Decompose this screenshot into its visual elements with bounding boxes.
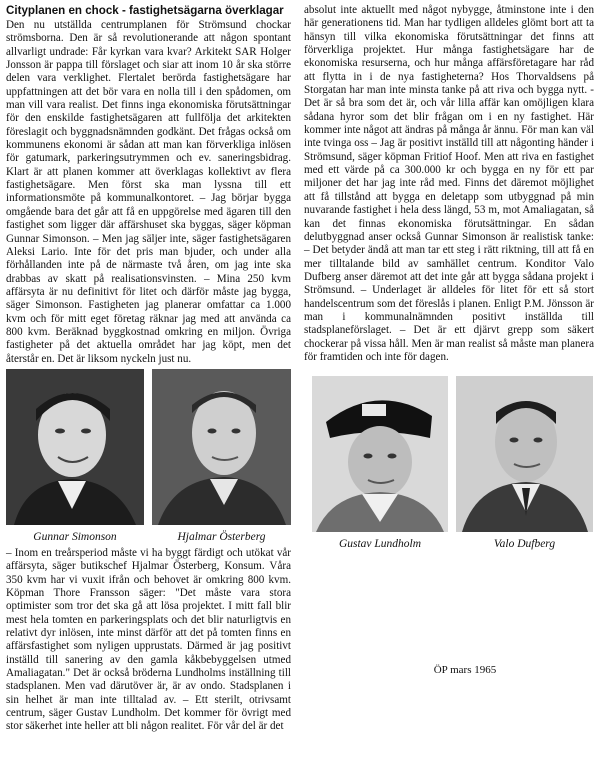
photo-gunnar-simonson [6, 369, 144, 525]
caption-valo-dufberg: Valo Dufberg [493, 538, 556, 551]
left-photo-row [6, 369, 291, 565]
left-column [6, 4, 291, 734]
photo-hjalmar-osterberg [152, 369, 291, 525]
caption-hjalmar-osterberg: Hjalmar Österberg [177, 530, 266, 543]
right-photo-row [304, 376, 594, 572]
article-title: Cityplanen en chock - fastighetsägarna överklagar [6, 4, 284, 17]
photo-gustav-lundholm [312, 376, 448, 532]
article-text-right: absolut inte aktuellt med något nybygge, åtminstone inte i den här generationens tid. Man har tydligen alldeles glömt bort att ta hänsyn till vilka ekonomiska förutsättningar det finns att förverkliga projektet. Hur många fastighetsägare har de ekonomiska resurserna, och hur många affärsföretagare har råd att flytta in i de nya fastigheterna? Hos Thorvaldsens på Storgatan har man inte minsta tanke på att riva och bygga nytt. - Det är så bra som det är, och vår lilla affär kan omöjligen klara sådana hyror som det blir frågan om i en ny fastighet. Här kommer inte något att ändras på många år ännu. För man kan väl inte tvinga oss – Jag är positivt inställd till att någonting händer i Strömsund, säger köpman Fritiof Hoof. Men att riva en fastighet med ett värde på ca 300.000 kr och bygga en ny för ett par miljoner det har jag inte råd med. Finns det däremot möjlighet att få tillstånd att bygga en deletapp som utbyggnad på min nuvarande fastighet i hela dess längd, 53 m, mot Amaliagatan, så kan det finnas ekonomiska förutsättningar. En sådan delutbyggnad anser också Gunnar Simonson är realistisk tanke: – Det betyder ändå att man tar ett steg i rätt riktning, till att få en mer tilltalande bild av samhället centrum. Konditor Valo Dufberg anser däremot att det inte går att bygga sådana projekt i Strömsund. – Underlaget är alldeles för litet för ett så stort handelscentrum som det föreslås i planen. Enligt P.M. Jönsson är man i kommunalnämnden positivt inställda till stadsplaneförslaget. – Det är ett djärvt grepp som säkert chockerar på vissa håll. Men är man realist så måste man planera för framtiden och inte för dagen. [304, 4, 594, 363]
right-column [304, 4, 594, 572]
article-text-left-2: – Inom en treårsperiod måste vi ha byggt färdigt och utökat vår affärsyta, säger butikschef Hjalmar Österberg, Konsum. Våra 350 kvm har vi vuxit ifrån och behovet är omkring 800 kvm. Köpman Thore Fransson säger: "Det måste vara stora optimister som tror det ska gå att lösa projektet. I mitt fall blir mest hela tomten en parkeringsplats och det blir naturligtvis en relativt dyr inlösen, inte minst därför att det på tomten finns en affärsfastighet som nyligen upprustats. Därmed är jag positivt inställd till sanering av den gamla kåkbebyggelsen utmed Amaliagatan." Det är också bröderna Lundholms inställning till stadsplanen. Men vad därutöver är, är av ondo. Stadsplanen i sin helhet är man inte tilltalad av. – Ett sterilt, otrivsamt centrum, säger Gustav Lundholm. Det kommer för övrigt med stor säkerhet inte heller att bli någon realitet. För vår del är det [6, 546, 291, 733]
source-note: ÖP mars 1965 [433, 664, 497, 676]
photo-valo-dufberg [456, 376, 593, 532]
caption-gustav-lundholm: Gustav Lundholm [338, 538, 422, 551]
caption-gunnar-simonson: Gunnar Simonson [33, 530, 117, 543]
portrait-image [6, 369, 144, 525]
article-text-left-1: Den nu utställda centrumplanen för Strömsund chockar strömsborna. Den är så revolutionerande att någon spontant allvarligt undrade: Får kyrkan vara kvar? Arkitekt SAR Holger Jonsson är pappa till förslaget och siar att inom 10 år ska större delen vara verklighet. Flertalet berörda fastighetsägare har uppfattningen att det bör vara en nolla till i den spådomen, om man vill vara realist. Det finns inga ekonomiska förutsättningar för den enskilde fastighetsägaren att fullfölja det arkitekten föreslagit och byggnadsnämnden godkänt. Det frågas också om kommunens ekonomi är sådan att man kan förverkliga inlösen för gatumark, parkeringsutrymmen och ev. saneringsbidrag. Klart är att planen kommer att överklagas kollektivt av flera fastighetsägare. Men först ska man lyssna till ett informationsmöte på kommunalkontoret. – Jag börjar bygga omgående bara det går att få en uppgörelse med ägaren till den fastighet som ligger där affärshuset ska byggas, säger köpman Gunnar Simonson. – Men jag säljer inte, säger fastighetsägaren Aleksi Lario. Inte för det pris man bjuder, och under alla förhållanden inte på de närmaste två åren, om jag inte ska drabbas av skatt på realisationsvinsten. – Mina 250 kvm affärsyta är nu definitivt för litet och därför måste jag bygga, säger Simonson. Fastigheten jag planerar omfattar ca 1.000 kvm och för mitt eget företag räknar jag med att använda ca 800 kvm. Beräknad byggkostnad omkring en miljon. Övriga fastigheter på det aktuella området har jag köpt, men det återstår en. Det är liksom nyckeln just nu. [6, 19, 291, 365]
portrait-image [152, 369, 291, 525]
portrait-image [456, 376, 593, 532]
portrait-image [312, 376, 448, 532]
